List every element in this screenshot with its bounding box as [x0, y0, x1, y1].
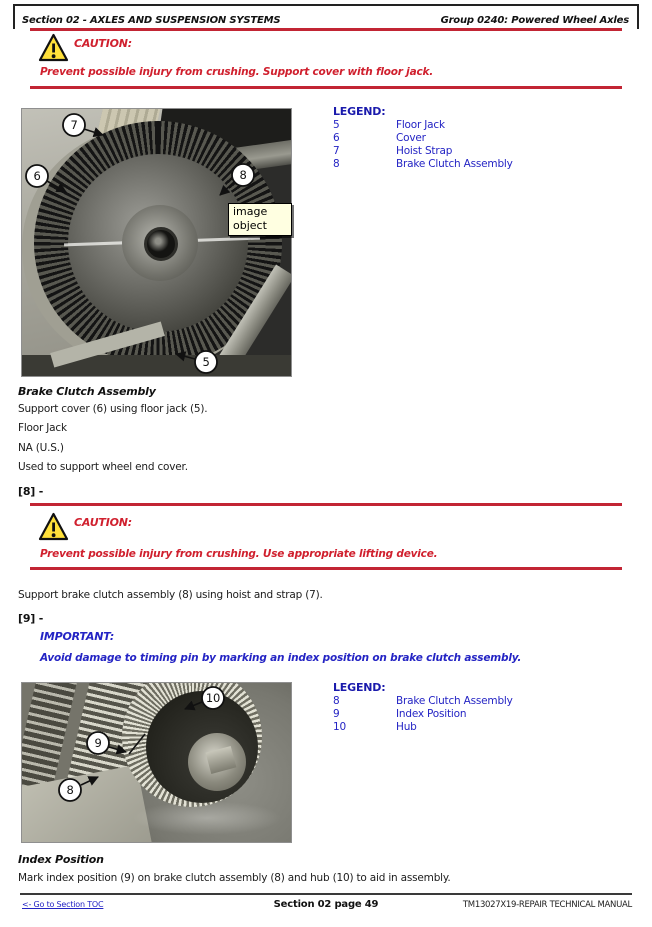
- legend2-title: LEGEND:: [333, 681, 386, 694]
- svg-text:8: 8: [66, 783, 74, 797]
- section2-paragraph: Support brake clutch assembly (8) using hoist and strap (7).: [18, 589, 323, 601]
- legend-item-num: 6: [333, 132, 340, 144]
- go-to-section-toc-link[interactable]: <- Go to Section TOC: [22, 900, 104, 909]
- legend1-item: [333, 119, 633, 132]
- red-rule-caution2-bottom: [30, 567, 622, 570]
- legend-item-num: 8: [333, 695, 340, 707]
- section1-paragraph: NA (U.S.): [18, 442, 64, 454]
- legend-item-num: 5: [333, 119, 340, 131]
- page-header: [13, 4, 639, 29]
- important-text: Avoid damage to timing pin by marking an index position on brake clutch assembly.: [40, 652, 522, 664]
- legend-item-num: 9: [333, 708, 340, 720]
- legend-item-label: Hoist Strap: [396, 145, 453, 157]
- caution2-label: CAUTION:: [74, 516, 132, 529]
- red-rule-caution2-top: [30, 503, 622, 506]
- step-9-label: [9] -: [18, 612, 44, 625]
- section3-heading: Index Position: [18, 853, 104, 866]
- red-rule-caution1-bottom: [30, 86, 622, 89]
- callout-8: [59, 777, 98, 801]
- figure2-legend: [333, 681, 633, 734]
- callout-8: [220, 164, 254, 195]
- svg-text:7: 7: [70, 118, 78, 132]
- legend-item-num: 10: [333, 721, 346, 733]
- section1-paragraph: Floor Jack: [18, 422, 67, 434]
- section1-heading: Brake Clutch Assembly: [18, 385, 156, 398]
- footer-page-number: Section 02 page 49: [273, 899, 379, 910]
- svg-text:10: 10: [205, 691, 221, 705]
- legend1-item: [333, 145, 633, 158]
- svg-text:8: 8: [239, 168, 247, 182]
- legend1-item: [333, 132, 633, 145]
- figure2: [21, 682, 292, 843]
- figure1: [21, 108, 292, 377]
- legend1-title: LEGEND:: [333, 105, 386, 118]
- legend-item-label: Brake Clutch Assembly: [396, 158, 513, 170]
- section1-paragraph: Used to support wheel end cover.: [18, 461, 188, 473]
- caution1-label: CAUTION:: [74, 37, 132, 50]
- image-object-tooltip: image object: [228, 203, 292, 236]
- legend-item-label: Floor Jack: [396, 119, 445, 131]
- legend-item-label: Hub: [396, 721, 417, 733]
- figure1-legend: [333, 105, 633, 171]
- callout-9: [87, 732, 145, 754]
- callout-10: [185, 687, 224, 709]
- legend1-item: [333, 158, 633, 171]
- legend2-item: [333, 695, 633, 708]
- footer-manual-id: TM13027X19-REPAIR TECHNICAL MANUAL: [462, 900, 632, 910]
- important-label: IMPORTANT:: [40, 630, 115, 643]
- legend2-item: [333, 708, 633, 721]
- red-rule-caution1-top: [30, 28, 622, 31]
- figure2-callouts-overlay: [21, 682, 292, 843]
- legend-item-label: Cover: [396, 132, 426, 144]
- caution2-text: Prevent possible injury from crushing. Use appropriate lifting device.: [40, 548, 438, 560]
- callout-7: [63, 114, 103, 136]
- caution1-text: Prevent possible injury from crushing. Support cover with floor jack.: [40, 66, 434, 78]
- warning-triangle-icon: [38, 512, 69, 541]
- legend-item-label: Index Position: [396, 708, 467, 720]
- warning-triangle-icon: [38, 33, 69, 62]
- svg-text:6: 6: [33, 169, 41, 183]
- header-group-title: Group 0240: Powered Wheel Axles: [440, 15, 629, 26]
- legend-item-label: Brake Clutch Assembly: [396, 695, 513, 707]
- figure1-callouts-overlay: [21, 108, 292, 377]
- header-section-title: Section 02 - AXLES AND SUSPENSION SYSTEMS: [22, 15, 281, 26]
- section1-paragraph: Support cover (6) using floor jack (5).: [18, 403, 208, 415]
- footer-rule: [20, 893, 632, 895]
- svg-text:9: 9: [94, 736, 102, 750]
- section3-paragraph: Mark index position (9) on brake clutch assembly (8) and hub (10) to aid in assembly.: [18, 872, 451, 884]
- legend2-item: [333, 721, 633, 734]
- legend-item-num: 7: [333, 145, 340, 157]
- step-8-label: [8] -: [18, 485, 44, 498]
- legend-item-num: 8: [333, 158, 340, 170]
- svg-text:5: 5: [202, 355, 210, 369]
- callout-6: [26, 165, 66, 192]
- callout-5: [176, 351, 217, 373]
